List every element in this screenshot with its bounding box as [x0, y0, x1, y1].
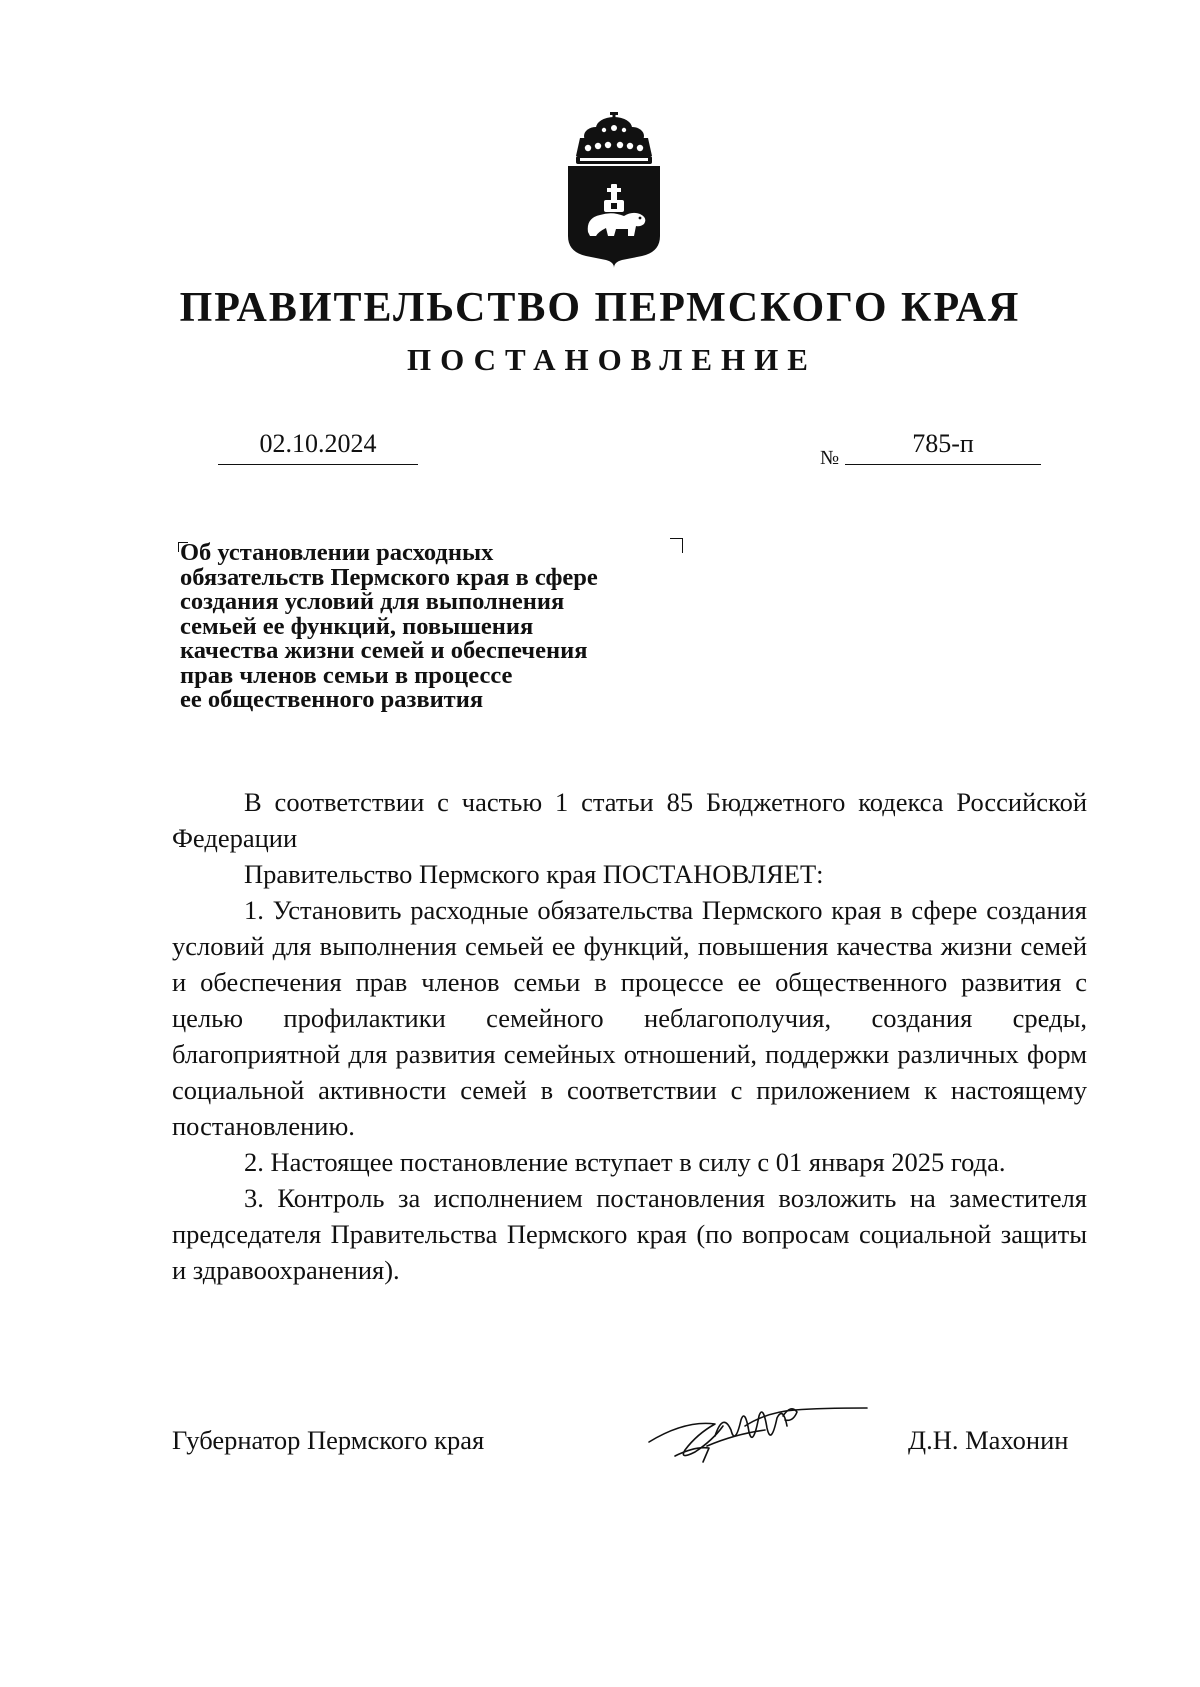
number-label: №	[820, 447, 840, 469]
document-body	[172, 784, 1087, 1288]
preamble-paragraph: В соответствии с частью 1 статьи 85 Бюджетного кодекса Российской Федерации	[172, 787, 1087, 853]
item-paragraph-1: 1. Установить расходные обязательства Пермского края в сфере создания условий для выполнения семьей ее функций, повышения качества жизни семей и обеспечения прав членов семьи в процессе ее общественного развития с целью профилактики семейного неблагополучия, создания среды, благоприятной для развития семейных отношений, поддержки различных форм социальной активности семей в соответствии с приложением к настоящему постановлению.	[172, 895, 1087, 1141]
subject-line: Об установлении расходных	[180, 539, 494, 566]
subject-line: семьей ее функций, повышения	[180, 612, 534, 640]
subject-line: создания условий для выполнения	[180, 588, 565, 615]
document-subject	[180, 541, 700, 713]
resolves-paragraph: Правительство Пермского края ПОСТАНОВЛЯЕТ:	[244, 859, 824, 889]
document-number: 785-п	[845, 424, 1041, 465]
signatory-name: Д.Н. Махонин	[908, 1425, 1069, 1455]
handwritten-signature-icon	[645, 1390, 870, 1480]
document-date: 02.10.2024	[218, 424, 418, 465]
subject-line: обязательств Пермского края в сфере	[180, 563, 598, 591]
subject-line: ее общественного развития	[180, 686, 484, 713]
subject-line: прав членов семьи в процессе	[180, 661, 513, 689]
item-paragraph-2: 2. Настоящее постановление вступает в силу с 01 января 2025 года.	[244, 1147, 1006, 1177]
coat-of-arms-icon	[566, 112, 662, 268]
signatory-role: Губернатор Пермского края	[172, 1425, 485, 1455]
subject-line: качества жизни семей и обеспечения	[180, 637, 588, 664]
item-paragraph-3: 3. Контроль за исполнением постановления возложить на заместителя председателя Правительства Пермского края (по вопросам социальной защиты и здравоохранения).	[172, 1183, 1087, 1285]
document-type-title: ПОСТАНОВЛЕНИЕ	[407, 342, 817, 377]
organization-title: ПРАВИТЕЛЬСТВО ПЕРМСКОГО КРАЯ	[179, 285, 1021, 331]
